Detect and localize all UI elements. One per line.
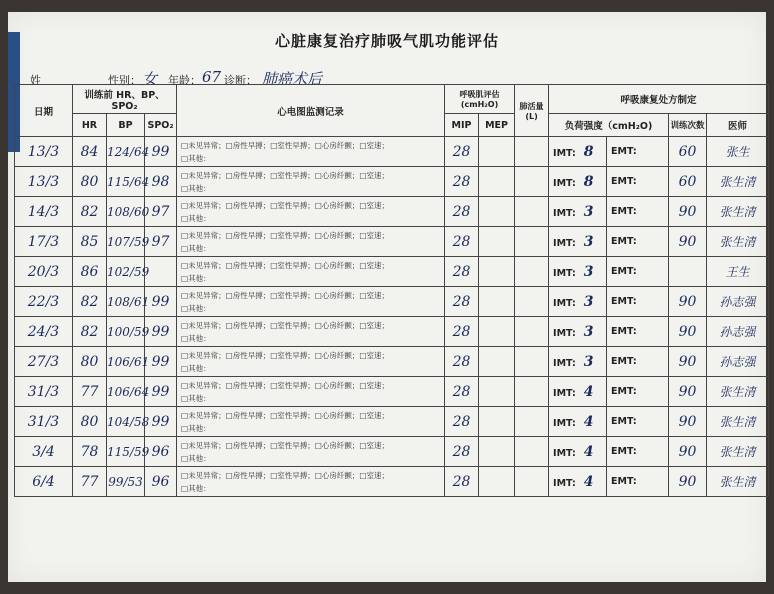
row-ecg-record — [177, 317, 445, 347]
ecg-options: □未见异常；□房性早搏；□室性早搏；□心房纤颤；□室速； — [181, 320, 389, 330]
row-sessions — [669, 257, 707, 287]
row-imt — [549, 437, 607, 467]
table-row — [15, 407, 769, 437]
row-mip: 28 — [445, 407, 479, 437]
row-emt — [607, 437, 669, 467]
row-mep — [479, 407, 515, 437]
diagnosis-label: 诊断： — [224, 74, 257, 87]
header-spo2: SPO₂ — [145, 114, 177, 137]
row-doctor: 张生清 — [707, 467, 769, 497]
imt-value: 8 — [583, 143, 594, 160]
row-vital-capacity — [515, 467, 549, 497]
header-doctor: 医师 — [707, 114, 769, 137]
row-date: 22/3 — [15, 287, 73, 317]
row-vital-capacity — [515, 167, 549, 197]
ecg-other: □其他： — [181, 363, 211, 373]
row-spo2: 97 — [145, 227, 177, 257]
row-mip: 28 — [445, 227, 479, 257]
row-mep — [479, 377, 515, 407]
row-bp: 115/64 — [107, 167, 145, 197]
row-vital-capacity — [515, 317, 549, 347]
row-doctor: 张生清 — [707, 437, 769, 467]
table-row — [15, 227, 769, 257]
row-sessions: 90 — [669, 347, 707, 377]
row-hr: 84 — [73, 137, 107, 167]
row-hr: 80 — [73, 347, 107, 377]
diagnosis-value: 肺癌术后 — [262, 70, 323, 88]
row-sessions: 90 — [669, 227, 707, 257]
row-bp: 108/60 — [107, 197, 145, 227]
row-imt — [549, 257, 607, 287]
header-load: 负荷强度（cmH₂O) — [549, 114, 669, 137]
row-doctor: 孙志强 — [707, 347, 769, 377]
header-mep: MEP — [479, 114, 515, 137]
ecg-other: □其他： — [181, 333, 211, 343]
imt-value: 3 — [583, 203, 594, 220]
ecg-other: □其他： — [181, 423, 211, 433]
row-date: 27/3 — [15, 347, 73, 377]
ecg-other: □其他： — [181, 243, 211, 253]
row-emt — [607, 287, 669, 317]
row-sessions: 90 — [669, 317, 707, 347]
emt-label: EMT: — [611, 326, 637, 337]
header-bp: BP — [107, 114, 145, 137]
row-mep — [479, 137, 515, 167]
row-imt — [549, 227, 607, 257]
row-emt — [607, 347, 669, 377]
row-mep — [479, 437, 515, 467]
header-hr: HR — [73, 114, 107, 137]
imt-label: IMT: — [553, 267, 576, 279]
row-bp: 107/59 — [107, 227, 145, 257]
ecg-other: □其他： — [181, 153, 211, 163]
row-mep — [479, 197, 515, 227]
assessment-table — [14, 84, 769, 497]
row-sessions: 90 — [669, 377, 707, 407]
ecg-other: □其他： — [181, 393, 211, 403]
row-doctor: 孙志强 — [707, 317, 769, 347]
ecg-options: □未见异常；□房性早搏；□室性早搏；□心房纤颤；□室速； — [181, 350, 389, 360]
row-ecg-record — [177, 467, 445, 497]
row-date: 31/3 — [15, 407, 73, 437]
row-date: 14/3 — [15, 197, 73, 227]
row-emt — [607, 227, 669, 257]
row-bp: 100/59 — [107, 317, 145, 347]
row-vital-capacity — [515, 377, 549, 407]
row-mip: 28 — [445, 167, 479, 197]
row-date: 31/3 — [15, 377, 73, 407]
row-ecg-record — [177, 197, 445, 227]
row-spo2: 98 — [145, 167, 177, 197]
header-rx-group: 呼吸康复处方制定 — [549, 85, 769, 114]
row-mep — [479, 227, 515, 257]
row-vital-capacity — [515, 197, 549, 227]
row-mip: 28 — [445, 287, 479, 317]
row-bp: 104/58 — [107, 407, 145, 437]
row-mip: 28 — [445, 197, 479, 227]
header-mip: MIP — [445, 114, 479, 137]
row-spo2: 96 — [145, 437, 177, 467]
ecg-other: □其他： — [181, 183, 211, 193]
age-label: 年龄： — [168, 74, 201, 87]
emt-label: EMT: — [611, 416, 637, 427]
row-ecg-record — [177, 377, 445, 407]
row-ecg-record — [177, 137, 445, 167]
row-vital-capacity — [515, 407, 549, 437]
imt-label: IMT: — [553, 357, 576, 369]
imt-value: 3 — [583, 263, 594, 280]
age-value: 67 — [202, 68, 222, 86]
row-imt — [549, 197, 607, 227]
row-emt — [607, 257, 669, 287]
imt-label: IMT: — [553, 447, 576, 459]
row-imt — [549, 317, 607, 347]
row-mep — [479, 167, 515, 197]
row-ecg-record — [177, 407, 445, 437]
row-hr: 82 — [73, 287, 107, 317]
row-hr: 77 — [73, 377, 107, 407]
row-date: 13/3 — [15, 137, 73, 167]
table-row — [15, 437, 769, 467]
row-hr: 85 — [73, 227, 107, 257]
emt-label: EMT: — [611, 296, 637, 307]
row-emt — [607, 167, 669, 197]
row-hr: 80 — [73, 407, 107, 437]
imt-value: 3 — [583, 323, 594, 340]
row-hr: 80 — [73, 167, 107, 197]
row-doctor: 张生清 — [707, 407, 769, 437]
table-row — [15, 287, 769, 317]
row-hr: 82 — [73, 317, 107, 347]
row-emt — [607, 467, 669, 497]
ecg-options: □未见异常；□房性早搏；□室性早搏；□心房纤颤；□室速； — [181, 260, 389, 270]
ecg-options: □未见异常；□房性早搏；□室性早搏；□心房纤颤；□室速； — [181, 440, 389, 450]
row-spo2: 96 — [145, 467, 177, 497]
row-bp: 102/59 — [107, 257, 145, 287]
ecg-options: □未见异常；□房性早搏；□室性早搏；□心房纤颤；□室速； — [181, 200, 389, 210]
row-bp: 108/61 — [107, 287, 145, 317]
imt-label: IMT: — [553, 207, 576, 219]
row-doctor: 张生清 — [707, 167, 769, 197]
row-spo2: 99 — [145, 407, 177, 437]
row-spo2: 99 — [145, 287, 177, 317]
emt-label: EMT: — [611, 236, 637, 247]
gender-label: 性别： — [108, 74, 141, 87]
row-hr: 82 — [73, 197, 107, 227]
imt-label: IMT: — [553, 417, 576, 429]
imt-value: 4 — [583, 473, 594, 490]
row-date: 20/3 — [15, 257, 73, 287]
ecg-options: □未见异常；□房性早搏；□室性早搏；□心房纤颤；□室速； — [181, 380, 389, 390]
row-mep — [479, 257, 515, 287]
table-row — [15, 317, 769, 347]
table-row — [15, 377, 769, 407]
row-ecg-record — [177, 347, 445, 377]
imt-label: IMT: — [553, 387, 576, 399]
row-date: 3/4 — [15, 437, 73, 467]
imt-value: 4 — [583, 413, 594, 430]
row-imt — [549, 467, 607, 497]
row-ecg-record — [177, 437, 445, 467]
row-vital-capacity — [515, 287, 549, 317]
ecg-options: □未见异常；□房性早搏；□室性早搏；□心房纤颤；□室速； — [181, 290, 389, 300]
table-row — [15, 197, 769, 227]
row-sessions: 90 — [669, 197, 707, 227]
imt-value: 3 — [583, 233, 594, 250]
row-vital-capacity — [515, 437, 549, 467]
ecg-options: □未见异常；□房性早搏；□室性早搏；□心房纤颤；□室速； — [181, 230, 389, 240]
row-imt — [549, 407, 607, 437]
row-sessions: 90 — [669, 467, 707, 497]
row-vital-capacity — [515, 137, 549, 167]
form-title: 心脏康复治疗肺吸气肌功能评估 — [274, 32, 499, 50]
row-bp: 106/64 — [107, 377, 145, 407]
row-emt — [607, 137, 669, 167]
row-doctor: 张生 — [707, 137, 769, 167]
imt-value: 4 — [583, 443, 594, 460]
imt-label: IMT: — [553, 477, 576, 489]
header-vitals-group: 训练前 HR、BP、SPO₂ — [73, 85, 177, 114]
row-bp: 99/53 — [107, 467, 145, 497]
header-ecg: 心电图监测记录 — [177, 85, 445, 137]
ecg-options: □未见异常；□房性早搏；□室性早搏；□心房纤颤；□室速； — [181, 470, 389, 480]
ecg-other: □其他： — [181, 273, 211, 283]
row-sessions: 90 — [669, 437, 707, 467]
row-emt — [607, 317, 669, 347]
row-hr: 78 — [73, 437, 107, 467]
gender-value: 女 — [142, 70, 158, 88]
header-date: 日期 — [15, 85, 73, 137]
emt-label: EMT: — [611, 356, 637, 367]
imt-value: 4 — [583, 383, 594, 400]
row-emt — [607, 197, 669, 227]
imt-label: IMT: — [553, 297, 576, 309]
row-mep — [479, 347, 515, 377]
row-ecg-record — [177, 227, 445, 257]
table-row — [15, 467, 769, 497]
row-spo2: 99 — [145, 317, 177, 347]
row-mep — [479, 467, 515, 497]
row-mep — [479, 287, 515, 317]
row-bp: 115/59 — [107, 437, 145, 467]
row-mep — [479, 317, 515, 347]
table-row — [15, 347, 769, 377]
header-vital-capacity: 肺活量 (L) — [515, 85, 549, 137]
imt-value: 3 — [583, 353, 594, 370]
ecg-other: □其他： — [181, 303, 211, 313]
imt-label: IMT: — [553, 177, 576, 189]
row-sessions: 90 — [669, 407, 707, 437]
row-sessions: 90 — [669, 287, 707, 317]
emt-label: EMT: — [611, 386, 637, 397]
ecg-options: □未见异常；□房性早搏；□室性早搏；□心房纤颤；□室速； — [181, 140, 389, 150]
row-emt — [607, 407, 669, 437]
row-imt — [549, 167, 607, 197]
row-mip: 28 — [445, 317, 479, 347]
row-bp: 124/64 — [107, 137, 145, 167]
imt-value: 3 — [583, 293, 594, 310]
imt-value: 8 — [583, 173, 594, 190]
row-imt — [549, 137, 607, 167]
emt-label: EMT: — [611, 146, 637, 157]
ecg-other: □其他： — [181, 483, 211, 493]
emt-label: EMT: — [611, 176, 637, 187]
row-ecg-record — [177, 287, 445, 317]
row-date: 24/3 — [15, 317, 73, 347]
row-doctor: 孙志强 — [707, 287, 769, 317]
row-date: 17/3 — [15, 227, 73, 257]
row-imt — [549, 287, 607, 317]
row-date: 13/3 — [15, 167, 73, 197]
row-ecg-record — [177, 167, 445, 197]
row-imt — [549, 347, 607, 377]
row-mip: 28 — [445, 377, 479, 407]
row-doctor: 张生清 — [707, 197, 769, 227]
ecg-options: □未见异常；□房性早搏；□室性早搏；□心房纤颤；□室速； — [181, 410, 389, 420]
row-vital-capacity — [515, 257, 549, 287]
table-row — [15, 167, 769, 197]
row-spo2: 99 — [145, 137, 177, 167]
row-mip: 28 — [445, 437, 479, 467]
row-spo2: 97 — [145, 197, 177, 227]
row-mip: 28 — [445, 257, 479, 287]
row-hr: 77 — [73, 467, 107, 497]
row-spo2 — [145, 257, 177, 287]
row-hr: 86 — [73, 257, 107, 287]
imt-label: IMT: — [553, 237, 576, 249]
row-imt — [549, 377, 607, 407]
imt-label: IMT: — [553, 147, 576, 159]
row-vital-capacity — [515, 227, 549, 257]
ecg-other: □其他： — [181, 213, 211, 223]
imt-label: IMT: — [553, 327, 576, 339]
emt-label: EMT: — [611, 476, 637, 487]
row-date: 6/4 — [15, 467, 73, 497]
row-sessions: 60 — [669, 167, 707, 197]
row-ecg-record — [177, 257, 445, 287]
emt-label: EMT: — [611, 206, 637, 217]
ecg-other: □其他： — [181, 453, 211, 463]
name-label: 姓 — [30, 74, 41, 87]
row-mip: 28 — [445, 137, 479, 167]
ecg-options: □未见异常；□房性早搏；□室性早搏；□心房纤颤；□室速； — [181, 170, 389, 180]
row-doctor: 张生清 — [707, 377, 769, 407]
row-spo2: 99 — [145, 347, 177, 377]
row-emt — [607, 377, 669, 407]
row-mip: 28 — [445, 467, 479, 497]
emt-label: EMT: — [611, 266, 637, 277]
emt-label: EMT: — [611, 446, 637, 457]
row-bp: 106/61 — [107, 347, 145, 377]
row-sessions: 60 — [669, 137, 707, 167]
table-row — [15, 257, 769, 287]
row-doctor: 王生 — [707, 257, 769, 287]
header-sessions: 训练次数 — [669, 114, 707, 137]
row-spo2: 99 — [145, 377, 177, 407]
table-row — [15, 137, 769, 167]
row-vital-capacity — [515, 347, 549, 377]
row-mip: 28 — [445, 347, 479, 377]
row-doctor: 张生清 — [707, 227, 769, 257]
header-resp-group: 呼吸肌评估 (cmH₂O) — [445, 85, 515, 114]
